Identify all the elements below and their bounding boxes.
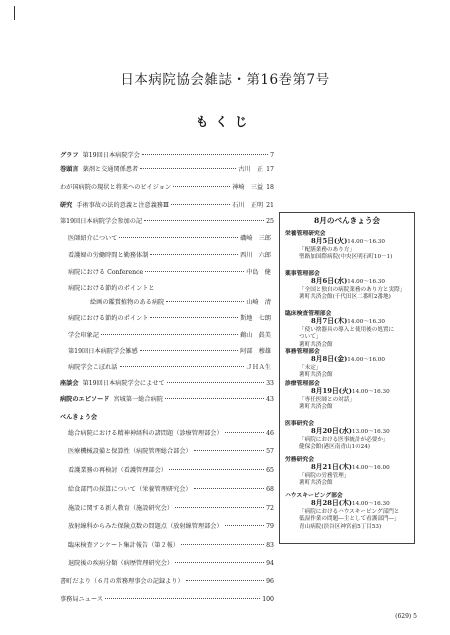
event-time: 14.00～16.30	[347, 279, 385, 286]
event-detail: ついて」	[299, 334, 322, 341]
event-detail: 健保会館(港区南青山1の24)	[299, 444, 370, 451]
event-time: 14.00～16.00	[352, 465, 390, 472]
toc-entry-page: 94	[266, 560, 274, 567]
event-name: ハウスキーピング部会	[285, 493, 343, 499]
toc-section-label: 研究	[60, 202, 73, 209]
toc-entry-page: 17	[266, 166, 274, 173]
toc-section-label: べんきょう会	[60, 414, 98, 421]
toc-entry-title: 退院後の疾病分類（病歴管理研究会）	[68, 560, 174, 567]
toc-entry-page: 100	[262, 596, 274, 603]
schedule-event	[285, 271, 409, 302]
toc-entry	[68, 540, 274, 549]
toc-entry-page: 79	[266, 523, 274, 530]
toc-entry-title: 臨床検査アンケート集計報告（第２報）	[68, 542, 180, 549]
toc-entry-title: 第19回日本病院学会	[82, 152, 140, 159]
leader-dots	[167, 382, 264, 383]
toc-entry-title: 病院における Conference	[68, 269, 144, 276]
event-detail: 薯町共済会館	[299, 480, 333, 487]
leader-dots	[171, 204, 230, 205]
leader-dots	[119, 237, 238, 238]
event-datetime	[285, 464, 409, 472]
toc-entry-title: 絵画の鑑賞植物のある病院	[90, 299, 165, 306]
schedule-title: 8月のべんきょう会	[280, 208, 414, 227]
toc-entry-title: 病院における節約のポイント	[68, 315, 149, 322]
toc-entry-title: 第19回日本病院学会雑感	[68, 348, 138, 355]
leader-dots	[140, 350, 238, 351]
leader-dots	[150, 254, 238, 255]
page-folio: (629) 5	[395, 613, 417, 620]
toc-entry-title: わが国病院の現状と将来へのビイジョン	[60, 184, 172, 191]
toc-entry	[60, 412, 274, 421]
toc-entry-author: 中島 健	[246, 269, 271, 276]
leader-dots	[181, 544, 264, 545]
event-name: 事務管理部会	[285, 349, 320, 355]
toc-entry-title: 放射線科からみた保険点数の問題点（放射線管理部会）	[68, 523, 223, 530]
toc-entry-author: 斯地 七朗	[240, 315, 271, 322]
event-name: 医事研究会	[285, 421, 314, 427]
event-time: 13.00～16.30	[352, 429, 390, 436]
toc-entry	[68, 428, 274, 437]
toc-entry-author: 石川 正明	[232, 202, 264, 209]
toc-entry	[68, 521, 274, 530]
event-detail: 「使い捨器具の導入と使用後の処置に	[299, 326, 395, 333]
toc-entry	[60, 182, 274, 191]
toc-entry-title: 書町だより（６月の常務理事会の記録より）	[60, 578, 184, 585]
event-date: 8月5日(火)	[311, 237, 348, 246]
toc-entry-title: 医療機械設備と保算性（病院管理総合部会）	[68, 448, 192, 455]
toc-entry-author: 神崎 三益	[232, 184, 264, 191]
event-detail: 「病院におけるハウスキーピング部門と	[299, 508, 400, 515]
toc-entry-title: 薬剤と交通関係患者	[82, 166, 139, 173]
event-detail: 「未定」	[299, 364, 322, 371]
schedule-event	[285, 231, 409, 262]
toc-entry-page: 72	[266, 505, 274, 512]
toc-entry	[60, 594, 274, 603]
toc-section-label: 病院のエピソード	[60, 396, 110, 403]
toc-entry-title: 給食部門の採算について（栄養管理研究会）	[68, 486, 192, 493]
schedule-event	[285, 381, 409, 412]
event-date: 8月20日(水)	[311, 427, 353, 436]
schedule-event	[285, 349, 409, 380]
toc-entry-title: 総合病院における精神神経科の諸問題（診療管理部会）	[68, 430, 223, 437]
toc-entry	[68, 346, 274, 355]
toc-entry-page: 96	[266, 578, 274, 585]
leader-dots	[105, 598, 260, 599]
schedule-box	[279, 212, 415, 544]
toc-entry-author: 山崎 清	[246, 299, 271, 306]
leader-dots	[140, 168, 236, 169]
event-detail: 青山病院(渋谷区神宮前5丁目53)	[299, 523, 382, 530]
event-time: 14.00～16.30	[352, 501, 390, 508]
toc-entry-title: 学会印象記	[68, 332, 99, 339]
toc-entry-title: 第19回日本病院学会参加の記	[60, 218, 143, 225]
toc-entry-author: 鵜山 眞美	[240, 332, 271, 339]
event-datetime	[285, 238, 409, 246]
leader-dots	[175, 562, 264, 563]
toc-entry	[68, 503, 274, 512]
toc-entry-page: 57	[266, 448, 274, 455]
toc-entry-title: 看護婦の労働時間と勤務体制	[68, 252, 149, 259]
toc-entry-author: ＪＨＡ生	[246, 364, 271, 371]
toc-entry-page: 21	[266, 202, 274, 209]
leader-dots	[194, 450, 264, 451]
leader-dots	[101, 334, 238, 335]
event-detail: 薯町共済会館(千代田区二番町2番地)	[299, 294, 391, 301]
event-detail: 「病院における医事統計が必要か」	[299, 436, 389, 443]
event-name: 労務研究会	[285, 457, 314, 463]
leader-dots	[166, 301, 244, 302]
toc-entry-title: 施設に関する新人教育（施設研究会）	[68, 505, 174, 512]
event-detail: 薯町共済会館	[299, 404, 333, 411]
event-name: 栄養管理研究会	[285, 231, 326, 237]
toc-entry-page: 83	[266, 542, 274, 549]
toc-entry-page: 33	[266, 380, 274, 387]
leader-dots	[142, 154, 268, 155]
toc-entry	[68, 330, 274, 339]
toc-entry-title: 事務局ニュース	[60, 596, 104, 603]
leader-dots	[186, 580, 264, 581]
event-date: 8月19日(火)	[311, 387, 353, 396]
toc-entry-page: 43	[266, 396, 274, 403]
toc-entry	[68, 465, 274, 474]
leader-dots	[120, 366, 245, 367]
event-detail: 「専任医師との対話」	[299, 396, 355, 403]
schedule-event	[285, 421, 409, 452]
toc-entry	[60, 576, 274, 585]
toc-entry-title: 宮城第一総合病院	[113, 396, 163, 403]
toc-entry-page: 25	[266, 218, 274, 225]
toc-section-label: グラフ	[60, 152, 79, 159]
toc-entry	[60, 394, 274, 403]
toc-entry	[60, 378, 274, 387]
leader-dots	[144, 220, 264, 221]
toc-heading: もくじ	[195, 114, 255, 129]
event-date: 8月7日(木)	[311, 317, 348, 326]
toc-entry-title: 病院学会こぼれ話	[68, 364, 118, 371]
toc-entry-title: 看護業務の再検討（看護管理部会）	[68, 467, 167, 474]
toc-entry	[68, 484, 274, 493]
toc-entry-page: 65	[266, 467, 274, 474]
toc-entry-author: 古川 正	[238, 166, 264, 173]
leader-dots	[173, 186, 230, 187]
event-datetime	[285, 356, 409, 364]
toc-entry-title: 病院における節約のポイントと	[68, 285, 155, 292]
event-name: 薬事管理部会	[285, 271, 320, 277]
toc-entry	[60, 164, 274, 173]
toc-entry	[68, 233, 274, 242]
toc-entry	[68, 283, 274, 292]
toc-entry	[68, 267, 274, 276]
event-time: 14.00～16.30	[347, 239, 385, 246]
toc-entry	[60, 150, 274, 159]
leader-dots	[145, 271, 244, 272]
event-time: 14.00～16.30	[352, 389, 390, 396]
toc-entry-page: 68	[266, 486, 274, 493]
event-detail: 「全国と独自の病院業務のあり方と実際」	[299, 286, 406, 293]
schedule-event	[285, 457, 409, 488]
event-datetime	[285, 500, 409, 508]
schedule-event	[285, 311, 409, 349]
toc-entry	[60, 216, 274, 225]
leader-dots	[175, 507, 264, 508]
event-date: 8月28日(木)	[311, 499, 353, 508]
leader-dots	[225, 525, 264, 526]
event-detail: 低湿作業の問題―主として看護部門―」	[299, 516, 400, 523]
toc-entry	[90, 297, 274, 306]
toc-entry-author: 西川 六郎	[240, 252, 271, 259]
toc-entry	[68, 250, 274, 259]
event-detail: 薯町共済会館	[299, 372, 333, 379]
event-detail: 「病院の労務管理」	[299, 472, 350, 479]
event-detail: 薯町共済会館	[299, 341, 333, 348]
journal-title: 日本病院協会雑誌・第16巻第7号	[120, 72, 330, 88]
leader-dots	[165, 398, 264, 399]
toc-entry	[68, 313, 274, 322]
leader-dots	[169, 469, 264, 470]
toc-entry	[60, 200, 274, 209]
event-datetime	[285, 278, 409, 286]
toc-entry	[68, 558, 274, 567]
event-datetime	[285, 428, 409, 436]
toc-entry	[68, 362, 274, 371]
toc-entry-title: 第19回日本病院学会によせて	[82, 380, 165, 387]
margin-tick	[14, 6, 15, 20]
schedule-event	[285, 493, 409, 531]
event-date: 8月21日(木)	[311, 463, 353, 472]
event-datetime	[285, 318, 409, 326]
leader-dots	[225, 432, 264, 433]
toc-entry-page: 46	[266, 430, 274, 437]
toc-entry	[68, 446, 274, 455]
event-datetime	[285, 388, 409, 396]
toc-entry-title: 手術事故の法的意義と注意義務Ⅲ	[76, 202, 169, 209]
toc-entry-author: 阿部 穆雄	[240, 348, 271, 355]
toc-section-label: 巻頭言	[60, 166, 79, 173]
event-date: 8月6日(水)	[311, 277, 348, 286]
toc-section-label: 座談会	[60, 380, 79, 387]
event-detail: 聖路加国際病院(中央区明石町10－1)	[299, 254, 393, 261]
event-detail: 「配膳業務のあり方」	[299, 246, 355, 253]
leader-dots	[150, 317, 238, 318]
event-time: 14.00～16.30	[347, 319, 385, 326]
toc-entry-page: 18	[266, 184, 274, 191]
event-time: 14.00～16.00	[347, 357, 385, 364]
toc-entry-page: 7	[270, 152, 274, 159]
event-name: 臨床検査管理部会	[285, 311, 332, 317]
event-date: 8月8日(金)	[311, 355, 348, 364]
toc-entry-author: 磯崎 三郎	[240, 235, 271, 242]
toc-entry-title: 医師紹介について	[68, 235, 118, 242]
leader-dots	[194, 488, 265, 489]
event-name: 診療管理部会	[285, 381, 320, 387]
